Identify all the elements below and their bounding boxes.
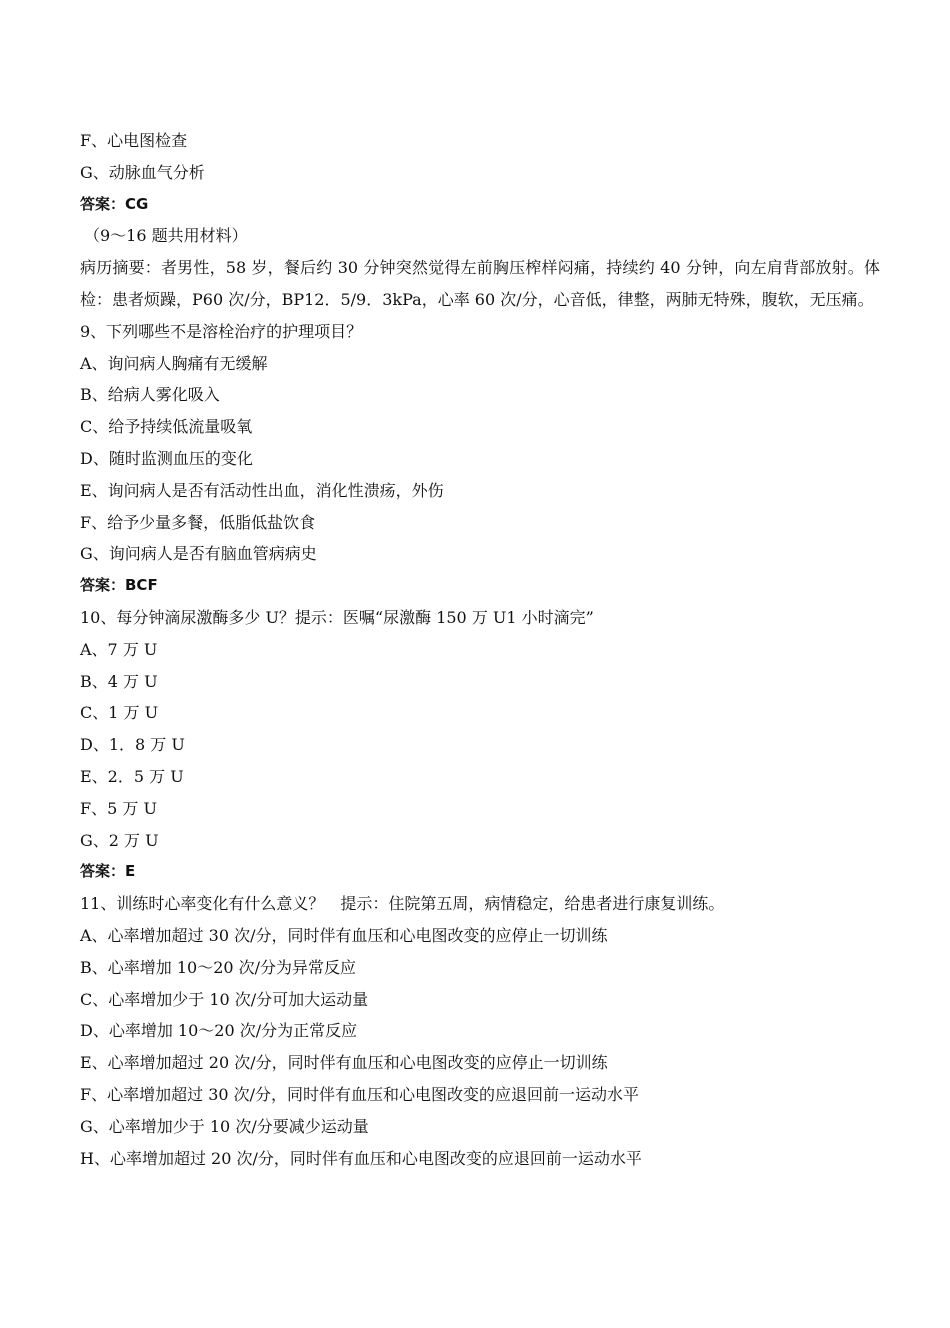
q9-option-d: D、随时监测血压的变化 <box>80 448 253 468</box>
q11-option-f: F、心率增加超过 30 次/分，同时伴有血压和心电图改变的应退回前一运动水平 <box>80 1084 640 1104</box>
document-page <box>80 125 880 1174</box>
shared-material-heading: （9～16 题共用材料） <box>84 226 248 246</box>
q10-option-c: C、1 万 U <box>80 703 159 723</box>
q10-answer: 答案：E <box>80 862 136 881</box>
q9-option-g: G、询问病人是否有脑血管病病史 <box>80 544 317 564</box>
q8-option-f: F、心电图检查 <box>80 131 188 150</box>
q11-option-b: B、心率增加 10～20 次/分为异常反应 <box>80 957 357 977</box>
q8-option-g: G、动脉血气分析 <box>80 162 205 182</box>
q11-option-e: E、心率增加超过 20 次/分，同时伴有血压和心电图改变的应停止一切训练 <box>80 1053 608 1073</box>
q11-option-c: C、心率增加少于 10 次/分可加大运动量 <box>80 989 369 1009</box>
q10-option-e: E、2．5 万 U <box>80 766 184 786</box>
q10-question: 10、每分钟滴尿激酶多少 U？提示：医嘱“尿激酶 150 万 U1 小时滴完” <box>80 607 594 627</box>
q11-option-h: H、心率增加超过 20 次/分，同时伴有血压和心电图改变的应退回前一运动水平 <box>80 1148 642 1168</box>
q9-option-a: A、询问病人胸痛有无缓解 <box>80 353 268 373</box>
q9-option-b: B、给病人雾化吸入 <box>80 385 220 405</box>
q11-option-d: D、心率增加 10～20 次/分为正常反应 <box>80 1021 358 1041</box>
q10-option-d: D、1．8 万 U <box>80 735 185 755</box>
q10-option-b: B、4 万 U <box>80 671 158 691</box>
q9-question: 9、下列哪些不是溶栓治疗的护理项目？ <box>80 321 363 341</box>
q9-option-c: C、给予持续低流量吸氧 <box>80 417 253 437</box>
q10-option-f: F、5 万 U <box>80 798 157 818</box>
q11-option-a: A、心率增加超过 30 次/分，同时伴有血压和心电图改变的应停止一切训练 <box>80 925 608 945</box>
case-summary: 病历摘要：者男性，58 岁，餐后约 30 分钟突然觉得左前胸压榨样闷痛，持续约 40 分钟，向左肩背部放射。体检：患者烦躁，P60 次/分，BP12．5/9．3kPa，心率 60 次/分，心音低，律整，两肺无特殊，腹软，无压痛。 <box>80 258 880 309</box>
q10-option-g: G、2 万 U <box>80 830 159 850</box>
q8-answer: 答案：CG <box>80 194 149 213</box>
q11-option-g: G、心率增加少于 10 次/分要减少运动量 <box>80 1116 369 1136</box>
q9-answer: 答案：BCF <box>80 576 158 595</box>
q11-question: 11、训练时心率变化有什么意义？ 提示：住院第五周，病情稳定，给患者进行康复训练。 <box>80 894 725 914</box>
q9-option-e: E、询问病人是否有活动性出血，消化性溃疡，外伤 <box>80 480 444 500</box>
q10-option-a: A、7 万 U <box>80 639 158 659</box>
q9-option-f: F、给予少量多餐，低脂低盐饮食 <box>80 512 316 532</box>
